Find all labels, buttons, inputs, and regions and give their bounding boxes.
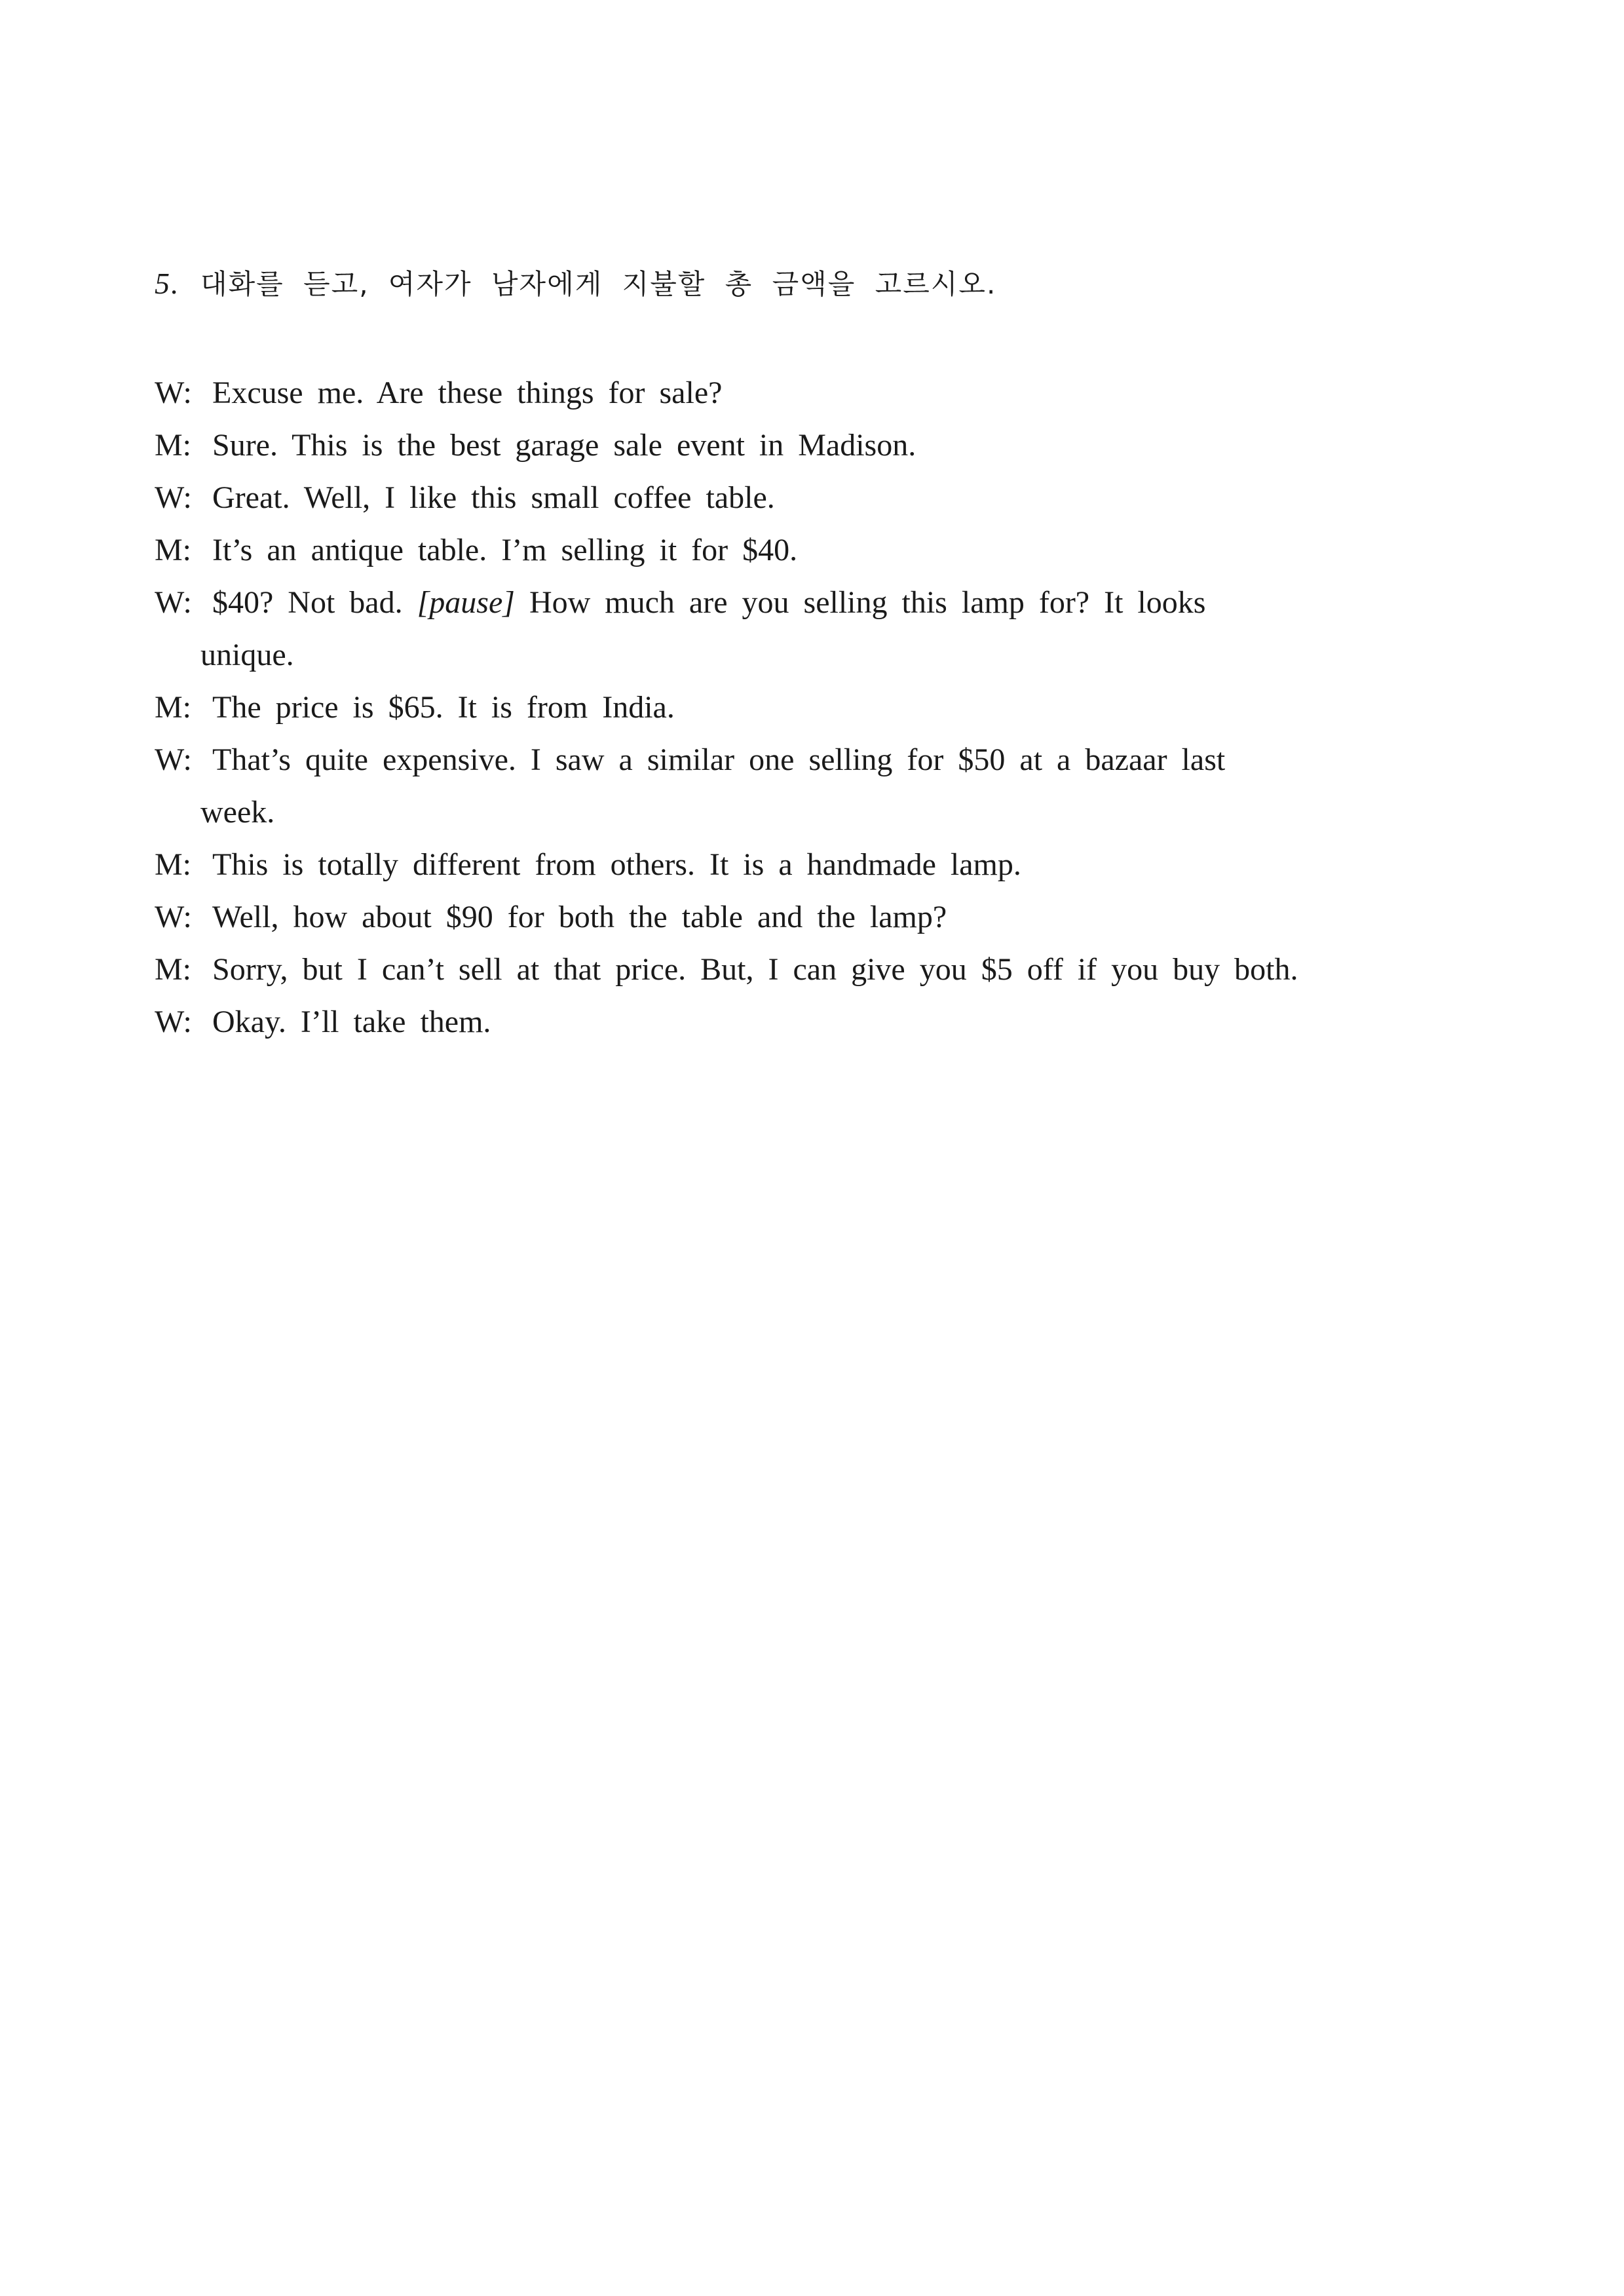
speech-text: Well, how about $90 for both the table and the lamp? bbox=[212, 900, 947, 934]
speech-text: This is totally different from others. It is a handmade lamp. bbox=[212, 847, 1021, 882]
speaker-label: M: bbox=[155, 847, 192, 882]
speech-text: Great. Well, I like this small coffee table. bbox=[212, 480, 775, 515]
question-heading bbox=[155, 261, 1484, 307]
speech-text bbox=[212, 577, 1471, 629]
speech-text: Okay. I’ll take them. bbox=[212, 1004, 491, 1039]
dialogue-line bbox=[155, 577, 1471, 629]
speech-text: It’s an antique table. I’m selling it for $40. bbox=[212, 533, 798, 567]
question-prompt: 대화를 듣고, 여자가 남자에게 지불할 총 금액을 고르시오. bbox=[200, 268, 997, 300]
speech-continuation: unique. bbox=[200, 638, 294, 672]
speaker-label: M: bbox=[155, 690, 192, 725]
speaker-label: W: bbox=[155, 480, 192, 515]
speaker-label: W: bbox=[155, 375, 192, 410]
stage-direction: [pause] bbox=[417, 585, 515, 620]
speech-text: Sorry, but I can’t sell at that price. But, I can give you $5 off if you buy both. bbox=[212, 952, 1298, 987]
speech-continuation: week. bbox=[200, 795, 275, 830]
speaker-label: W: bbox=[155, 585, 192, 620]
speech-part: $40? Not bad. bbox=[212, 585, 403, 620]
dialogue-line bbox=[155, 419, 1471, 472]
dialogue-line bbox=[155, 734, 1471, 786]
dialogue-line bbox=[155, 996, 1471, 1048]
dialogue-line bbox=[155, 891, 1471, 944]
speech-text: Excuse me. Are these things for sale? bbox=[212, 375, 723, 410]
dialogue-line bbox=[155, 944, 1471, 996]
dialogue-line bbox=[155, 839, 1471, 891]
dialogue-line bbox=[155, 472, 1471, 524]
speaker-label: W: bbox=[155, 900, 192, 934]
speaker-label: W: bbox=[155, 1004, 192, 1039]
speech-text: Sure. This is the best garage sale event in Madison. bbox=[212, 428, 916, 463]
speaker-label: M: bbox=[155, 428, 192, 463]
dialogue-line bbox=[155, 367, 1471, 419]
speaker-label: M: bbox=[155, 533, 192, 567]
dialogue-transcript bbox=[155, 367, 1471, 1048]
speaker-label: M: bbox=[155, 952, 192, 987]
dialogue-line bbox=[155, 681, 1471, 734]
speaker-label: W: bbox=[155, 742, 192, 777]
speech-part: How much are you selling this lamp for? It looks bbox=[529, 585, 1206, 620]
speech-text: The price is $65. It is from India. bbox=[212, 690, 675, 725]
dialogue-line bbox=[155, 524, 1471, 577]
question-number: 5. bbox=[155, 267, 180, 300]
speech-text: That’s quite expensive. I saw a similar one selling for $50 at a bazaar last bbox=[212, 742, 1226, 777]
